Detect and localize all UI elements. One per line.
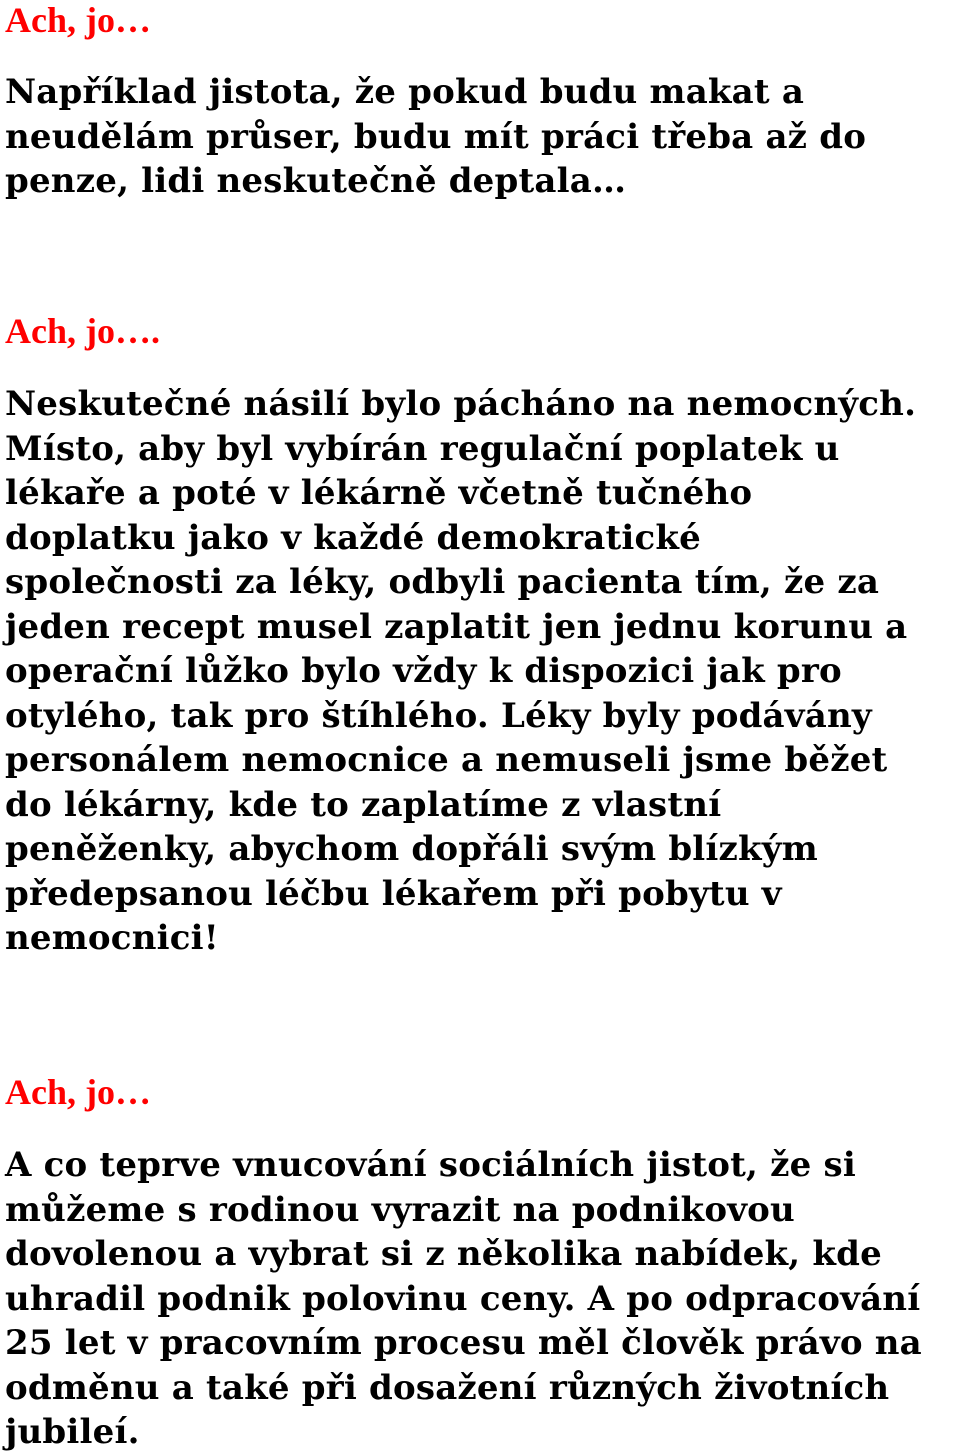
section-heading-1: Ach, jo… (5, 0, 151, 40)
section-heading-3: Ach, jo… (5, 1072, 151, 1112)
section-paragraph-2: Neskutečné násilí bylo pácháno na nemocných. Místo, aby byl vybírán regulační poplatek u lékaře a poté v lékárně včetně tučného doplatku jako v každé demokratické společnosti za léky, odbyli pacienta tím, že za jeden recept musel zaplatit jen jednu korunu a operační lůžko bylo vždy k dispozici jak pro otylého, tak pro štíhlého. Léky byly podávány personálem nemocnice a nemuseli jsme běžet do lékárny, kde to zaplatíme z vlastní peněženky, abychom dopřáli svým blízkým předepsanou léčbu lékařem při pobytu v nemocnici! (5, 384, 917, 958)
section-heading-2: Ach, jo…. (5, 311, 160, 351)
section-paragraph-3: A co teprve vnucování sociálních jistot, že si můžeme s rodinou vyrazit na podnikovou dovolenou a vybrat si z několika nabídek, kde uhradil podnik polovinu ceny. A po odpracování 25 let v pracovním procesu měl člověk právo na odměnu a také při dosažení různých životních jubileí. (5, 1145, 922, 1452)
section-paragraph-1: Například jistota, že pokud budu makat a neudělám průser, budu mít práci třeba až do penze, lidi neskutečně deptala… (5, 72, 867, 201)
